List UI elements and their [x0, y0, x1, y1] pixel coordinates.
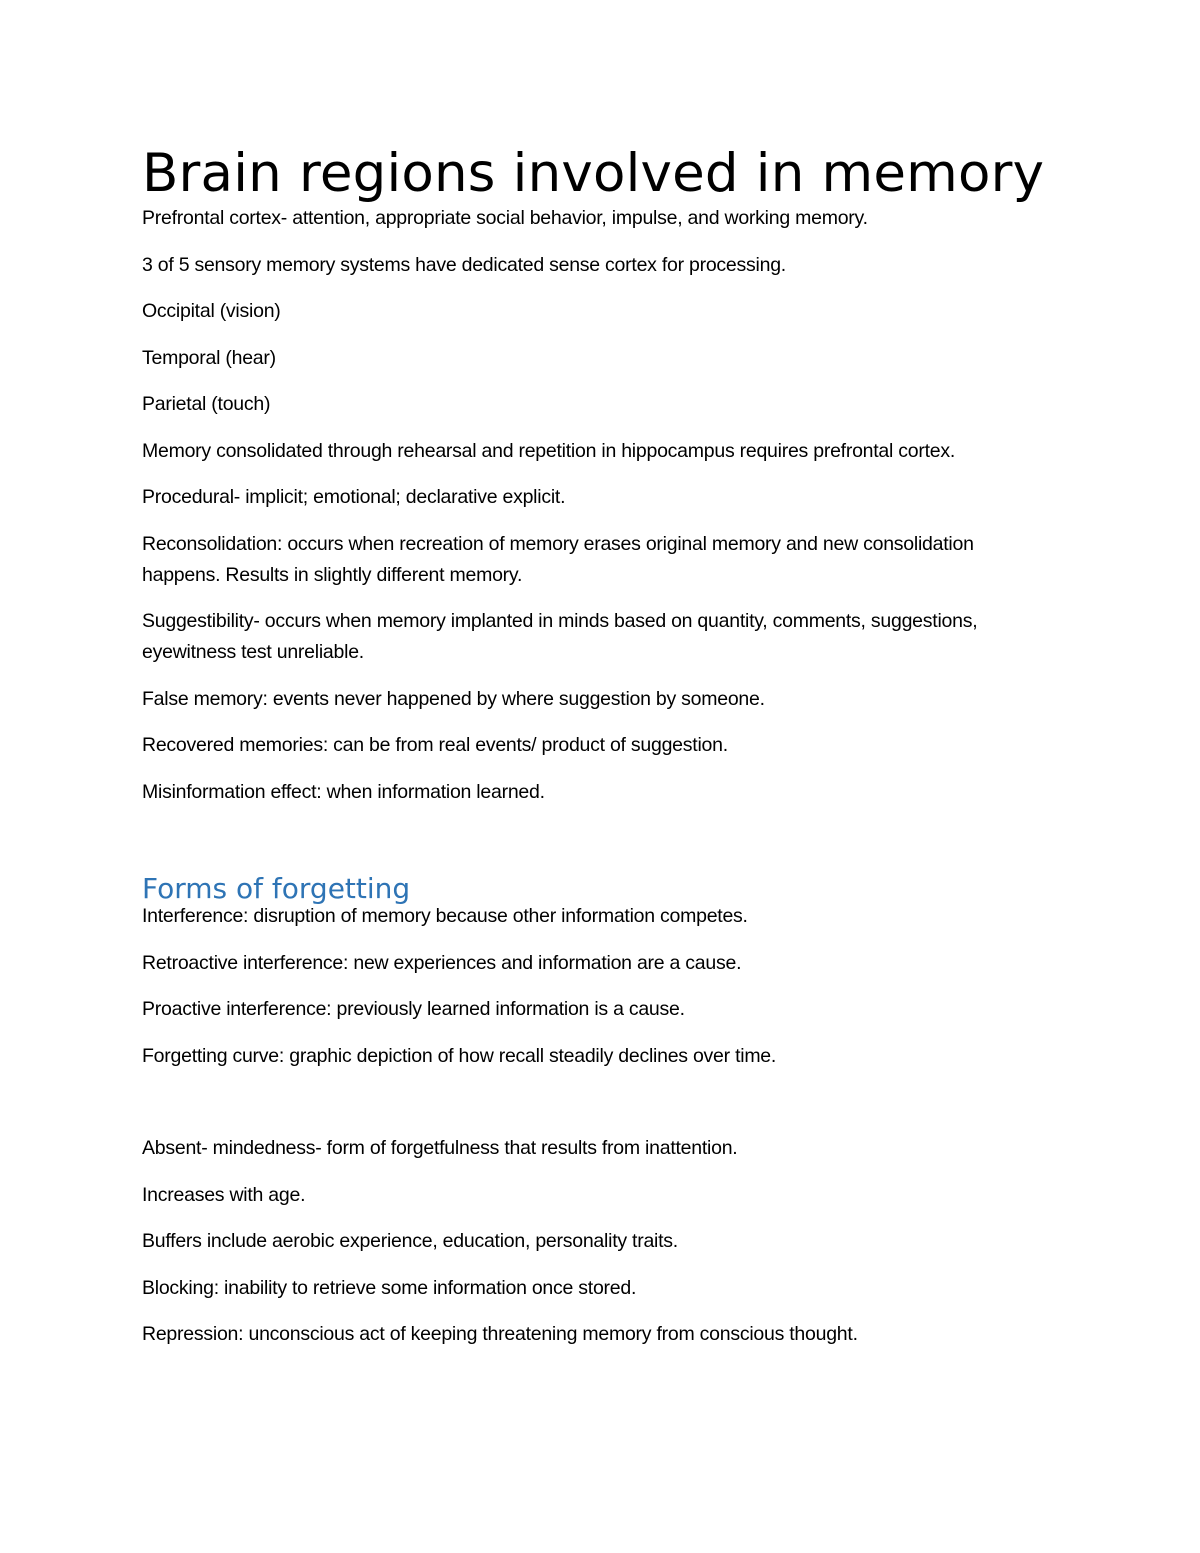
paragraph: Misinformation effect: when information learned. — [142, 780, 545, 803]
paragraph: Suggestibility- occurs when memory implanted in minds based on quantity, comments, suggestions, eyewitness test unreliable. — [142, 610, 978, 663]
paragraph: Blocking: inability to retrieve some information once stored. — [142, 1276, 637, 1299]
paragraph: Buffers include aerobic experience, education, personality traits. — [142, 1230, 678, 1252]
document-title: Brain regions involved in memory — [142, 143, 1045, 204]
paragraph: Prefrontal cortex- attention, appropriate social behavior, impulse, and working memory. — [142, 207, 868, 229]
paragraph: Interference: disruption of memory because other information competes. — [142, 905, 748, 927]
paragraph: Retroactive interference: new experiences and information are a cause. — [142, 951, 742, 974]
paragraph: Repression: unconscious act of keeping threatening memory from conscious thought. — [142, 1323, 858, 1345]
paragraph: False memory: events never happened by where suggestion by someone. — [142, 687, 765, 710]
paragraph: Occipital (vision) — [142, 300, 281, 322]
paragraph: Memory consolidated through rehearsal and repetition in hippocampus requires prefrontal cortex. — [142, 439, 956, 462]
paragraph: Absent- mindedness- form of forgetfulness that results from inattention. — [142, 1137, 738, 1159]
paragraph: Parietal (touch) — [142, 393, 271, 415]
section-heading: Forms of forgetting — [142, 872, 411, 905]
paragraph: Temporal (hear) — [142, 346, 276, 369]
paragraph: 3 of 5 sensory memory systems have dedicated sense cortex for processing. — [142, 253, 786, 276]
paragraph: Reconsolidation: occurs when recreation of memory erases original memory and new consolidation happens. Results in slightly different memory. — [142, 532, 974, 586]
paragraph: Forgetting curve: graphic depiction of how recall steadily declines over time. — [142, 1044, 777, 1067]
document-body — [142, 138, 1045, 1366]
paragraph: Recovered memories: can be from real events/ product of suggestion. — [142, 734, 728, 756]
paragraph: Procedural- implicit; emotional; declarative explicit. — [142, 486, 566, 508]
blank-line — [142, 1087, 1042, 1133]
paragraph: Proactive interference: previously learned information is a cause. — [142, 998, 685, 1020]
blank-line — [142, 823, 1042, 869]
paragraph: Increases with age. — [142, 1183, 306, 1206]
